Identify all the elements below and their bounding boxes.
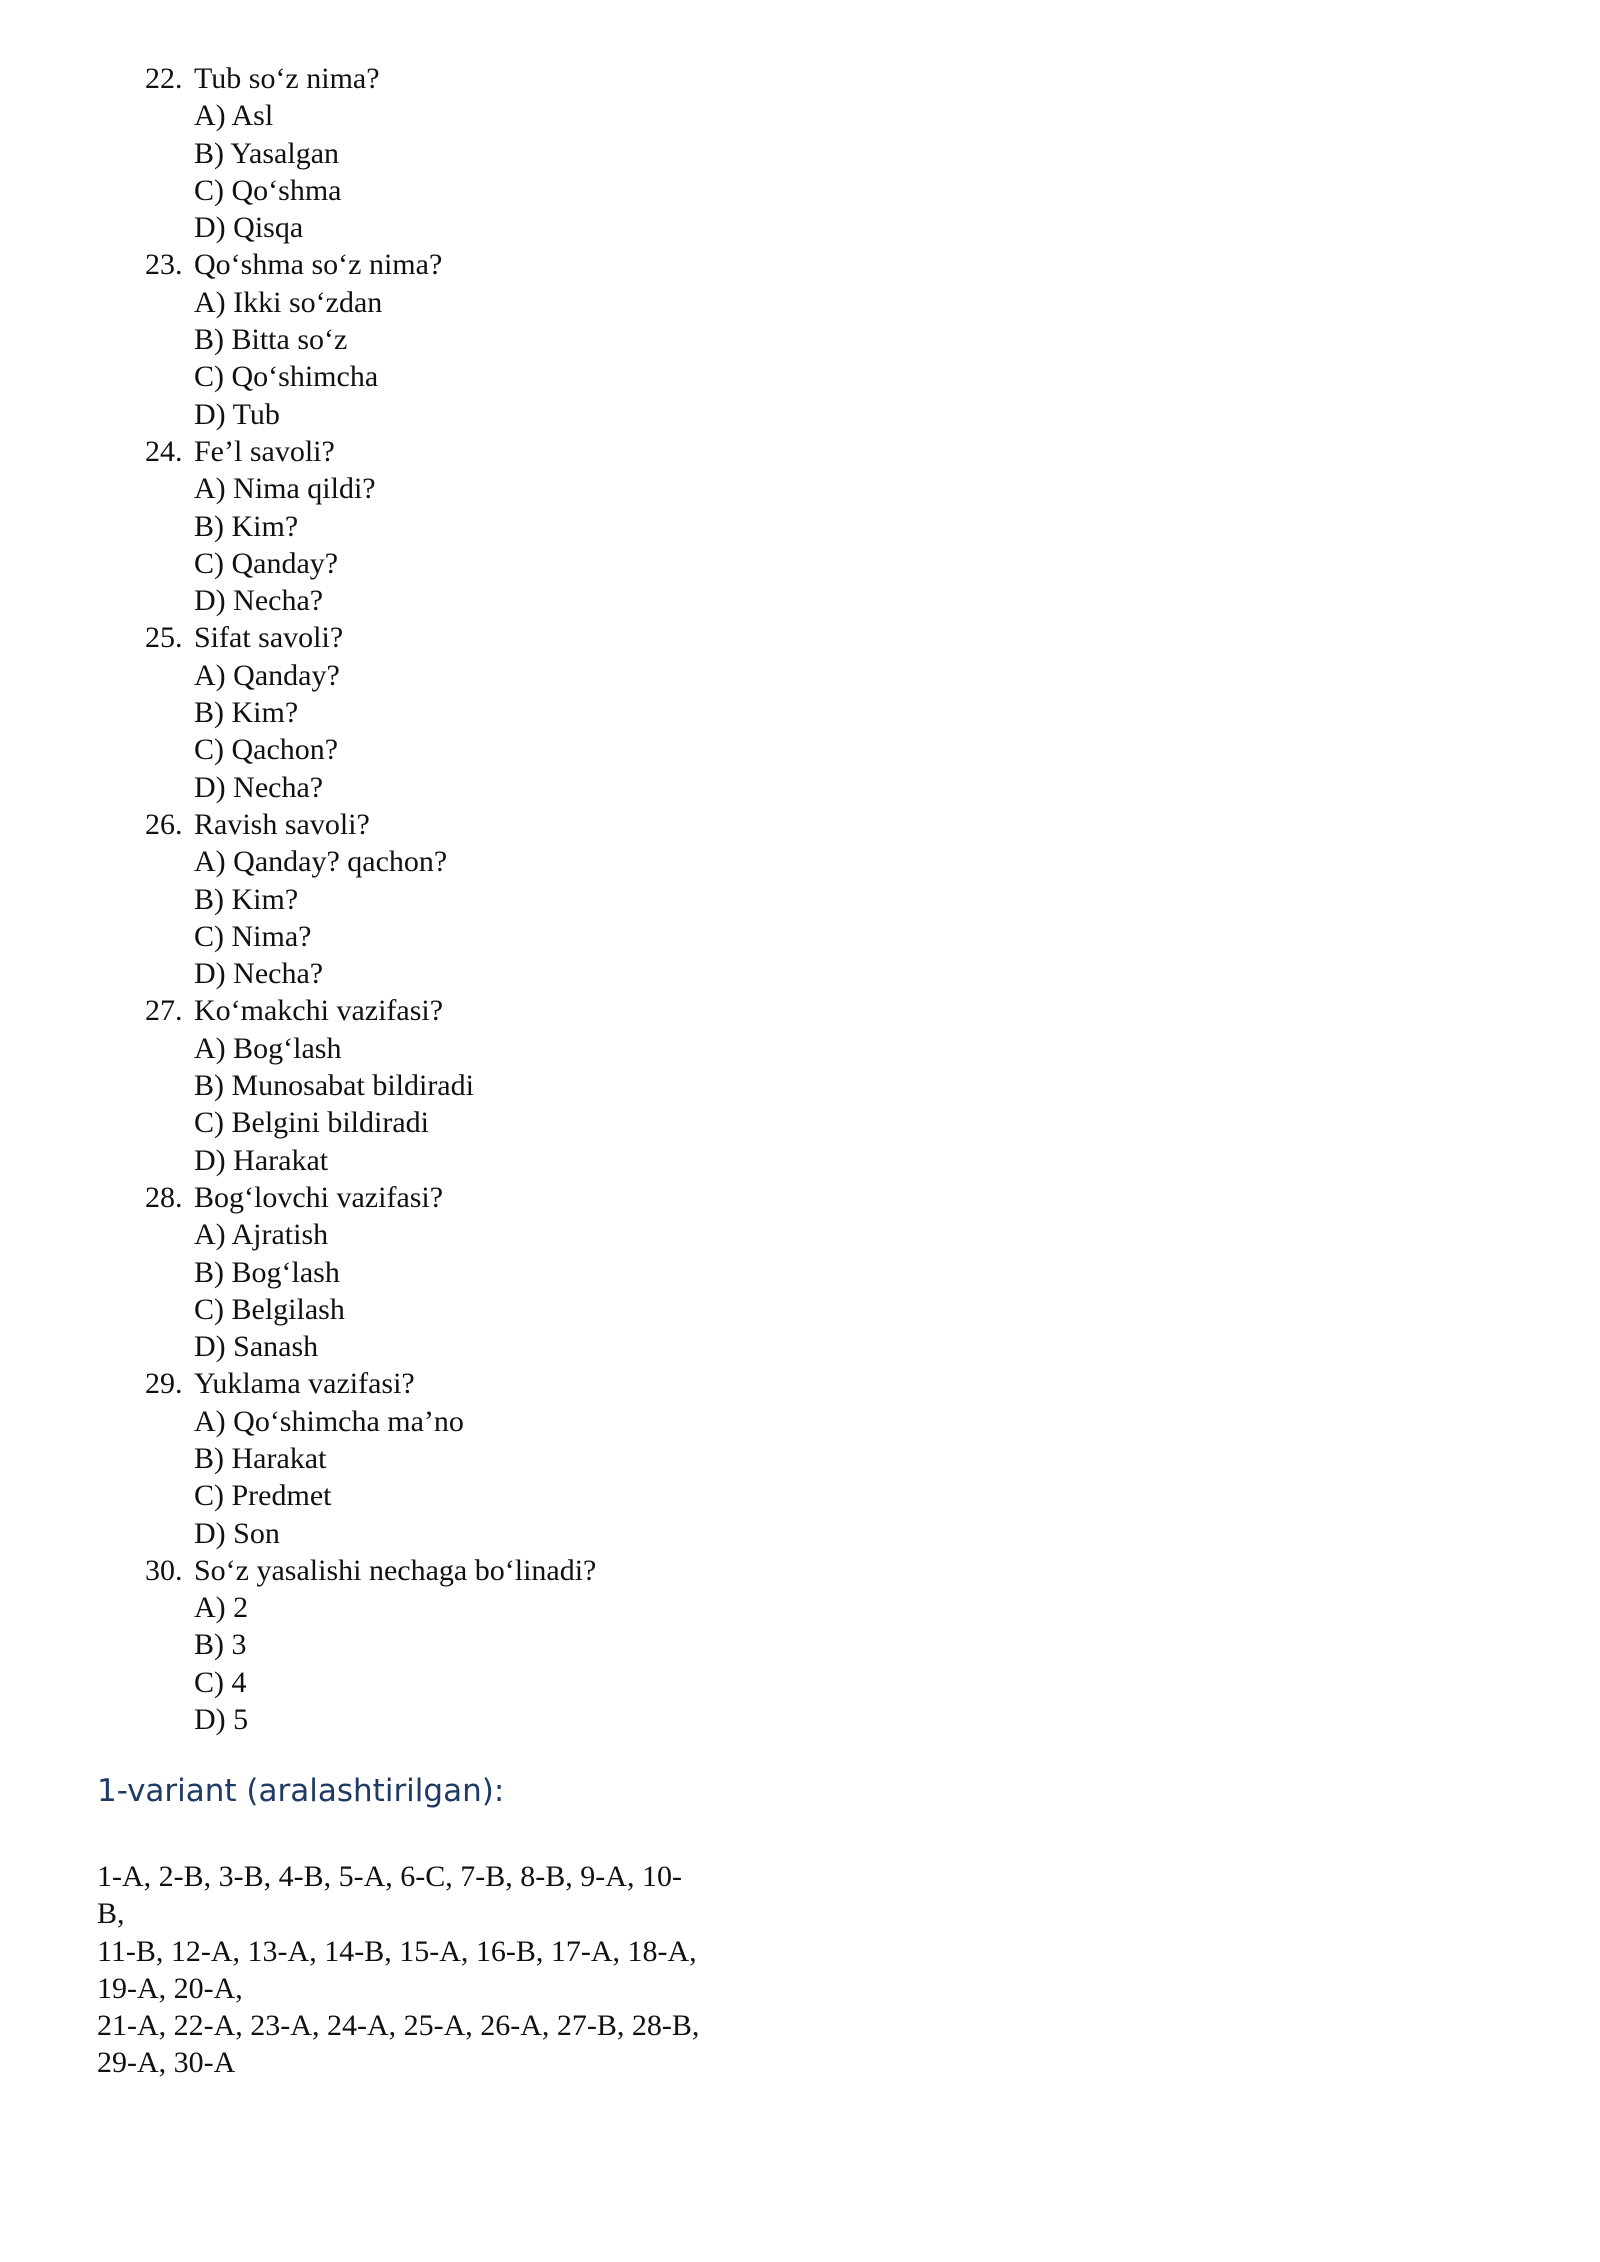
answer-option: B) Kim? [194,509,299,543]
answer-key [97,1858,777,2082]
answer-option: A) Qo‘shimcha ma’no [194,1404,464,1438]
question-list [145,60,945,1738]
question-line [145,246,945,283]
answer-option: B) Harakat [194,1441,327,1475]
question-text: Sifat savoli? [194,621,344,655]
answer-option: D) Sanash [194,1330,319,1364]
question-line [145,60,945,97]
answer-option: C) Qanday? [194,546,339,580]
question-item [145,1552,945,1738]
question-number: 24. [145,434,183,468]
question-number: 23. [145,248,183,282]
answer-option: A) Asl [194,99,274,133]
answer-option: A) Bog‘lash [194,1031,342,1065]
question-text: So‘z yasalishi nechaga bo‘linadi? [194,1553,597,1587]
question-line [145,1179,945,1216]
question-item [145,992,945,1178]
answer-option: B) 3 [194,1628,247,1662]
answer-key-line: 19-A, 20-A, [97,1971,243,2005]
question-number: 22. [145,62,183,95]
answer-option: D) Qisqa [194,211,304,245]
answer-option: B) Yasalgan [194,136,340,170]
answer-option: A) Nima qildi? [194,472,376,506]
question-item [145,246,945,432]
answer-option: D) Necha? [194,957,324,991]
question-line [145,1552,945,1589]
question-text: Qo‘shma so‘z nima? [194,248,443,282]
answer-key-line: 21-A, 22-A, 23-A, 24-A, 25-A, 26-A, 27-B, 28-B, [97,2009,700,2043]
question-line [145,433,945,470]
answer-option: A) 2 [194,1591,249,1625]
answer-option: C) Belgilash [194,1292,345,1326]
answer-option: C) 4 [194,1665,247,1699]
question-number: 30. [145,1553,183,1587]
question-line [145,806,945,843]
answer-key-line: 29-A, 30-A [97,2046,236,2080]
question-item [145,619,945,805]
question-text: Bog‘lovchi vazifasi? [194,1180,444,1214]
answer-option: B) Kim? [194,882,299,916]
answer-option: B) Bog‘lash [194,1255,340,1289]
question-text: Ravish savoli? [194,807,370,841]
question-item [145,60,945,246]
answer-option: C) Predmet [194,1479,332,1513]
question-item [145,1179,945,1365]
question-text: Yuklama vazifasi? [194,1367,415,1401]
answer-option: D) Son [194,1516,280,1550]
answer-option: C) Qo‘shimcha [194,360,379,394]
answer-option: D) Harakat [194,1143,329,1177]
answer-option: D) Necha? [194,770,324,804]
answer-key-heading: 1-variant (aralashtirilgan): [97,1773,505,1809]
answer-option: D) Necha? [194,584,324,618]
question-number: 27. [145,994,183,1028]
answer-option: A) Ikki so‘zdan [194,285,383,319]
answer-key-line: B, [97,1897,125,1931]
question-line [145,992,945,1029]
question-line [145,619,945,656]
answer-option: C) Belgini bildiradi [194,1106,429,1140]
question-text: Fe’l savoli? [194,434,335,468]
question-number: 28. [145,1180,183,1214]
answer-key-line: 11-B, 12-A, 13-A, 14-B, 15-A, 16-B, 17-A, 18-A, [97,1934,697,1968]
question-text: Tub so‘z nima? [194,62,380,95]
answer-option: C) Qachon? [194,733,339,767]
question-item [145,433,945,619]
question-number: 25. [145,621,183,655]
answer-option: B) Bitta so‘z [194,323,348,357]
answer-option: C) Nima? [194,919,312,953]
question-number: 26. [145,807,183,841]
question-item [145,806,945,992]
answer-option: A) Ajratish [194,1218,329,1252]
answer-option: C) Qo‘shma [194,173,342,207]
answer-option: B) Kim? [194,696,299,730]
answer-option: A) Qanday? [194,658,340,692]
answer-key-line: 1-A, 2-B, 3-B, 4-B, 5-A, 6-C, 7-B, 8-B, 9-A, 10- [97,1860,682,1893]
answer-option: A) Qanday? qachon? [194,845,448,879]
answer-option: D) Tub [194,397,280,431]
question-number: 29. [145,1367,183,1401]
answer-option: D) 5 [194,1703,249,1737]
question-item [145,1365,945,1551]
question-text: Ko‘makchi vazifasi? [194,994,444,1028]
question-line [145,1365,945,1402]
answer-option: B) Munosabat bildiradi [194,1069,474,1103]
